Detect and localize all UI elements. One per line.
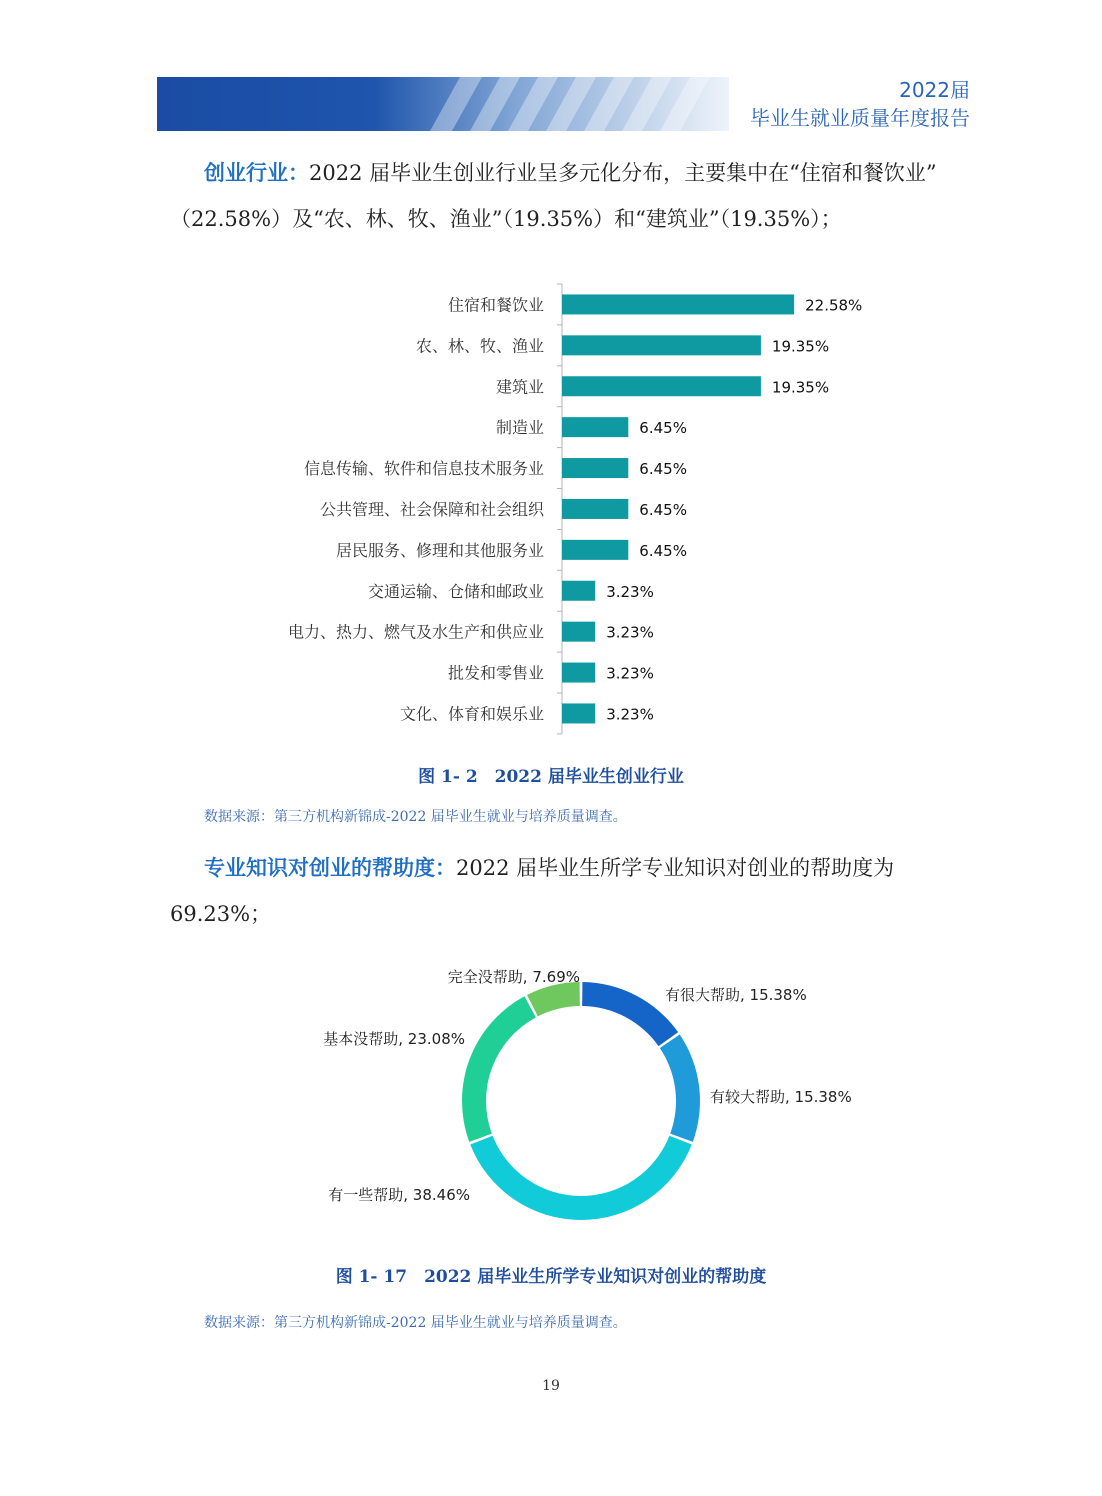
- bar: [562, 335, 761, 355]
- donut-slice: [527, 982, 580, 1016]
- bar-value-label: 3.23%: [606, 623, 654, 642]
- bar-value-label: 19.35%: [771, 378, 830, 397]
- donut-chart-slices: [323, 968, 851, 1220]
- paragraph-industry-text-2: （22.58%）及“农、林、牧、渔业”（19.35%）和“建筑业”（19.35%）；: [170, 207, 842, 231]
- bar-value-label: 22.58%: [805, 296, 863, 315]
- figure1-source: 数据来源：第三方机构新锦成-2022 届毕业生就业与培养质量调查。: [204, 809, 627, 825]
- bar-value-label: 3.23%: [606, 664, 654, 683]
- bar-category-label: 文化、体育和娱乐业: [399, 704, 544, 724]
- donut-slice-label: 完全没帮助, 7.69%: [447, 968, 580, 986]
- bar: [562, 540, 628, 560]
- paragraph-knowledge-text-1: 2022 届毕业生所学专业知识对创业的帮助度为: [456, 856, 895, 880]
- paragraph-knowledge: [170, 845, 970, 937]
- bar-category-label: 公共管理、社会保障和社会组织: [319, 499, 544, 519]
- bar-category-label: 电力、热力、燃气及水生产和供应业: [287, 622, 544, 642]
- bar-value-label: 6.45%: [639, 419, 687, 438]
- bar: [562, 458, 628, 478]
- donut-slice: [660, 1035, 700, 1142]
- bar-chart-axis: [557, 284, 562, 734]
- bar-value-label: 3.23%: [606, 705, 654, 724]
- bar-value-label: 6.45%: [639, 500, 687, 519]
- bar-value-label: 19.35%: [771, 337, 830, 356]
- figure2-caption: 图 1- 17 2022 届毕业生所学专业知识对创业的帮助度: [335, 1267, 767, 1287]
- bar-category-label: 农、林、牧、渔业: [415, 336, 544, 356]
- bar-category-label: 住宿和餐饮业: [447, 295, 544, 315]
- bar-chart-bars: [288, 294, 862, 723]
- bar-category-label: 居民服务、修理和其他服务业: [335, 540, 544, 560]
- bar-category-label: 建筑业: [495, 377, 544, 397]
- paragraph-knowledge-label: 专业知识对创业的帮助度：: [204, 856, 456, 880]
- bar-category-label: 批发和零售业: [447, 663, 544, 683]
- header-year: 2022届: [899, 78, 970, 102]
- donut-slice-label: 有较大帮助, 15.38%: [710, 1088, 852, 1106]
- bar: [562, 417, 628, 437]
- bar-value-label: 6.45%: [639, 541, 687, 560]
- header-title: 毕业生就业质量年度报告: [750, 106, 970, 130]
- bar-category-label: 制造业: [495, 418, 544, 438]
- donut-slice-label: 基本没帮助, 23.08%: [323, 1030, 465, 1048]
- bar-value-label: 6.45%: [639, 460, 687, 479]
- help-donut-chart: [0, 950, 1102, 1250]
- bar: [562, 581, 595, 601]
- page-number: 19: [542, 1378, 560, 1394]
- bar-value-label: 3.23%: [606, 582, 654, 601]
- donut-slice-label: 有一些帮助, 38.46%: [328, 1186, 470, 1204]
- paragraph-industry-text-1: 2022 届毕业生创业行业呈多元化分布，主要集中在“住宿和餐饮业”: [309, 161, 937, 185]
- industry-bar-chart: [0, 270, 1102, 750]
- figure2-source: 数据来源：第三方机构新锦成-2022 届毕业生就业与培养质量调查。: [204, 1315, 627, 1331]
- bar-category-label: 交通运输、仓储和邮政业: [367, 581, 544, 601]
- paragraph-industry: [170, 150, 970, 242]
- paragraph-knowledge-text-2: 69.23%；: [170, 902, 272, 926]
- bar: [562, 663, 595, 683]
- bar-category-label: 信息传输、软件和信息技术服务业: [303, 459, 544, 479]
- bar: [562, 499, 628, 519]
- bar: [562, 376, 761, 396]
- donut-slice: [462, 996, 536, 1142]
- donut-slice: [582, 982, 678, 1046]
- figure1-caption: 图 1- 2 2022 届毕业生创业行业: [418, 767, 684, 787]
- paragraph-industry-label: 创业行业：: [204, 161, 309, 185]
- bar: [562, 294, 794, 314]
- bar: [562, 622, 595, 642]
- report-header: [750, 76, 970, 132]
- donut-slice-label: 有很大帮助, 15.38%: [665, 986, 807, 1004]
- bar: [562, 703, 595, 723]
- donut-slice: [470, 1136, 692, 1220]
